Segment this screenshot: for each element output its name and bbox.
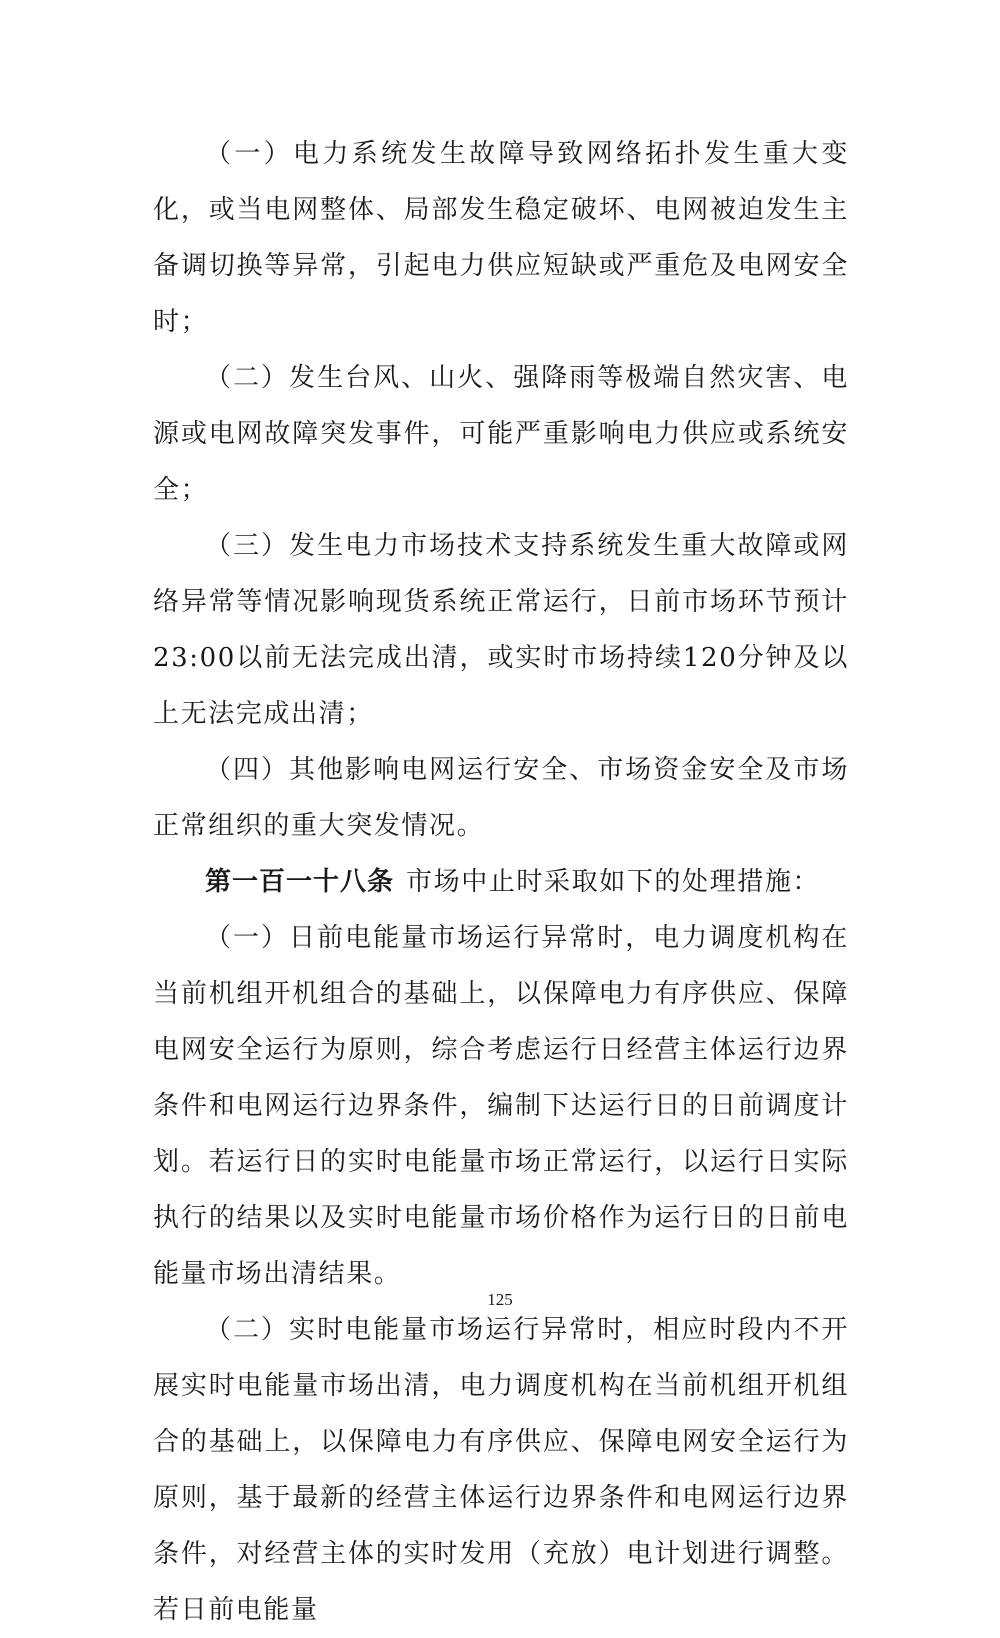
paragraph-item-3: （三）发生电力市场技术支持系统发生重大故障或网络异常等情况影响现货系统正常运行，日前市场环节预计23:00以前无法完成出清，或实时市场持续120分钟及以上无法完成出清； bbox=[153, 531, 849, 729]
page-number: 125 bbox=[487, 1290, 513, 1309]
measure-item-2: （二）实时电能量市场运行异常时，相应时段内不开展实时电能量市场出清，电力调度机构在当前机组开机组合的基础上，以保障电力有序供应、保障电网安全运行为原则，基于最新的经营主体运行边界条件和电网运行边界条件，对经营主体的实时发用（充放）电计划进行调整。若日前电能量 bbox=[153, 1315, 849, 1625]
article-118-paragraph bbox=[153, 854, 849, 910]
paragraph-item-4: （四）其他影响电网运行安全、市场资金安全及市场正常组织的重大突发情况。 bbox=[153, 755, 849, 841]
measure-item-1: （一）日前电能量市场运行异常时，电力调度机构在当前机组开机组合的基础上，以保障电力有序供应、保障电网安全运行为原则，综合考虑运行日经营主体运行边界条件和电网运行边界条件，编制下达运行日的日前调度计划。若运行日的实时电能量市场正常运行，以运行日实际执行的结果以及实时电能量市场价格作为运行日的日前电能量市场出清结果。 bbox=[153, 923, 849, 1289]
paragraph-item-1: （一）电力系统发生故障导致网络拓扑发生重大变化，或当电网整体、局部发生稳定破坏、电网被迫发生主备调切换等异常，引起电力供应短缺或严重危及电网安全时； bbox=[153, 139, 849, 337]
document-body bbox=[153, 126, 849, 1638]
article-text: 市场中止时采取如下的处理措施： bbox=[406, 867, 821, 897]
paragraph-item-2: （二）发生台风、山火、强降雨等极端自然灾害、电源或电网故障突发事件，可能严重影响电力供应或系统安全； bbox=[153, 363, 849, 505]
article-title: 第一百一十八条 bbox=[205, 867, 395, 897]
